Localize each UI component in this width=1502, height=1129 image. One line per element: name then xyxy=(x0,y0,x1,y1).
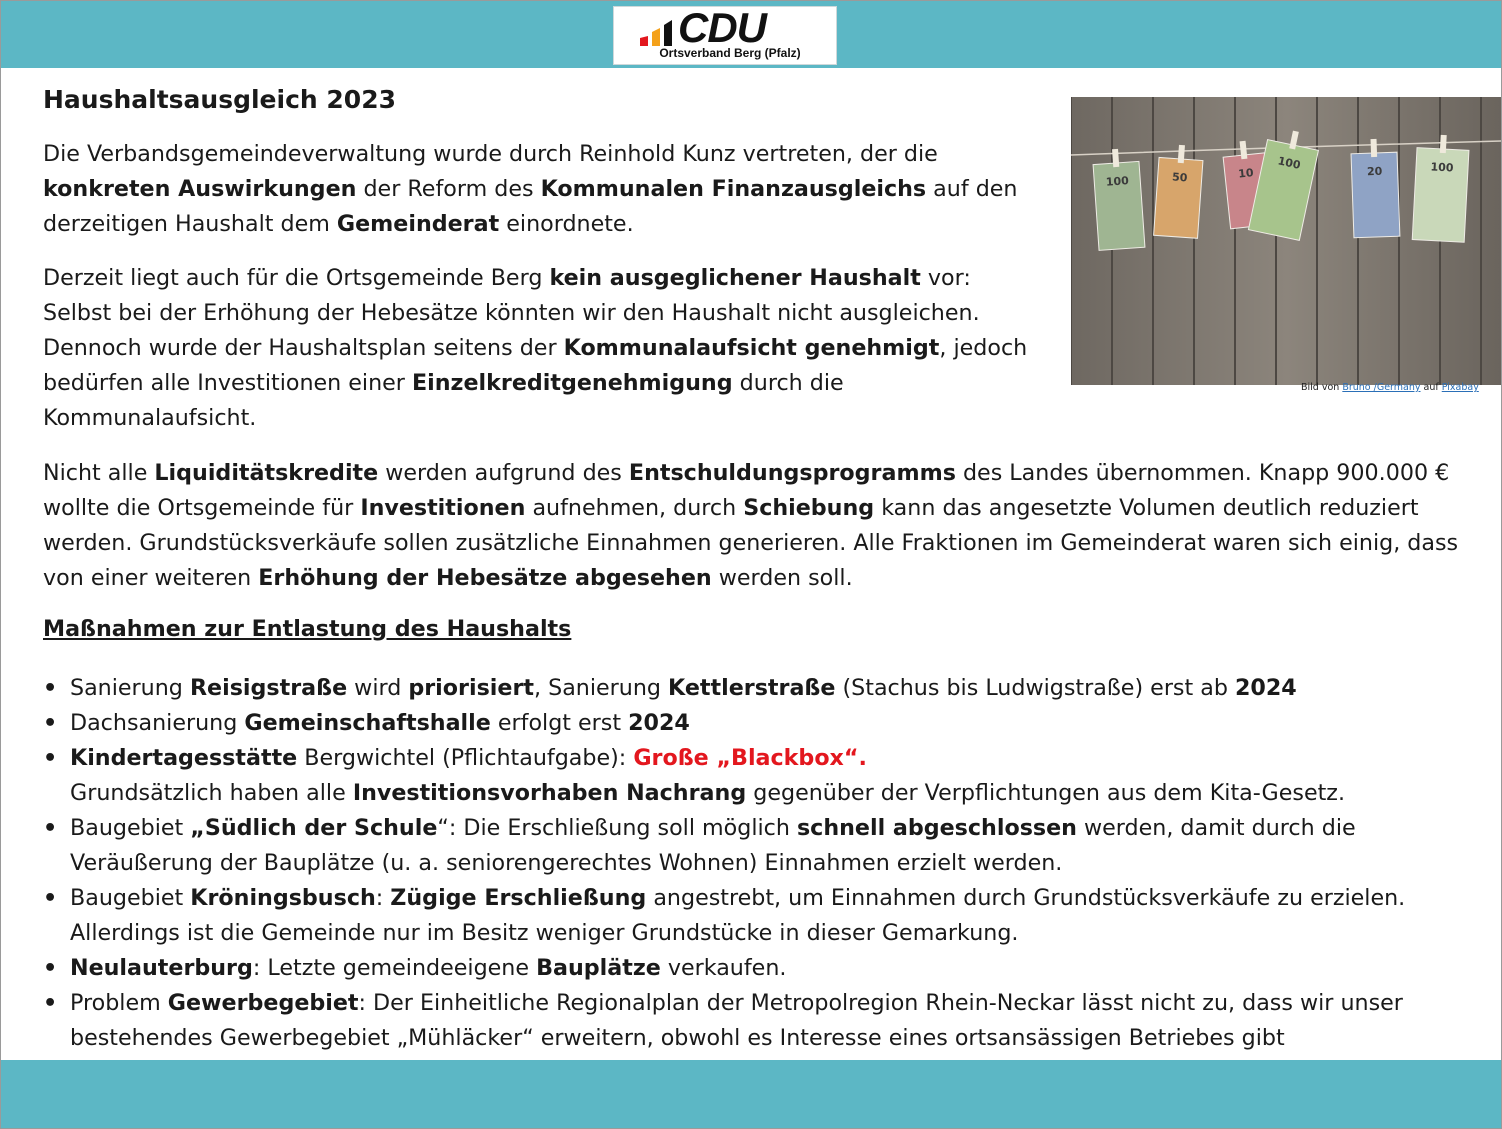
measure-item-5-run: Zügige Erschließung xyxy=(390,885,647,911)
banknote-icon xyxy=(1351,138,1400,238)
measure-item-3-run: Grundsätzlich haben alle xyxy=(70,780,353,806)
measure-item-4-run: „Südlich der Schule xyxy=(190,815,438,841)
logo-subtitle: Ortsverband Berg (Pfalz) xyxy=(659,46,801,60)
measure-item-5-run: : xyxy=(375,885,391,911)
credit-author-link[interactable]: Bruno /Germany xyxy=(1342,382,1421,393)
measure-item-5-run: Kröningsbusch xyxy=(190,885,376,911)
paragraph-budget-status-run: Dennoch wurde der Haushaltsplan seitens der xyxy=(43,335,564,361)
measure-item-1-run: Sanierung xyxy=(70,675,190,701)
paragraph-budget-status-run: Selbst bei der Erhöhung der Hebesätze könnten wir den Haushalt nicht ausgleichen. xyxy=(43,300,980,326)
paragraph-credits-run: Liquiditätskredite xyxy=(154,460,379,486)
measure-item-2-run: erfolgt erst xyxy=(490,710,629,736)
measure-item xyxy=(43,811,1483,881)
banknote-value: 10 xyxy=(1237,166,1255,181)
euro-banknotes-photo xyxy=(1071,97,1502,385)
measure-item-3-run: Große „Blackbox“. xyxy=(633,745,867,771)
paragraph-intro xyxy=(43,137,1033,242)
paragraph-intro-run: konkreten Auswirkungen xyxy=(43,176,357,202)
credit-middle: auf xyxy=(1420,382,1442,393)
measure-item-7-run: Gewerbegebiet xyxy=(167,990,359,1016)
paragraph-budget-status-run: Kommunalaufsicht genehmigt xyxy=(563,335,940,361)
paragraph-intro-run: der Reform des xyxy=(356,176,541,202)
measure-item xyxy=(43,881,1483,951)
paragraph-credits-run: werden soll. xyxy=(711,565,853,591)
measure-item-5-run: Baugebiet xyxy=(70,885,191,911)
measure-item-3-run: gegenüber der Verpflichtungen aus dem Kita-Gesetz. xyxy=(746,780,1346,806)
bullet-icon: • xyxy=(43,955,58,981)
logo-wordmark: CDU xyxy=(678,4,766,51)
measure-item-7-run: : Der Einheitliche Regionalplan der Metropolregion Rhein-Neckar lässt nicht zu, dass wir unser bestehendes Gewerbegebiet „Mühläcker“ erweitern, obwohl es Interesse eines ortsansässigen Betriebes gibt xyxy=(70,990,1403,1051)
measure-item-4-run: Baugebiet xyxy=(70,815,191,841)
measure-item-5-run: angestrebt, um Einnahmen durch Grundstücksverkäufe zu erzielen. Allerdings ist die Gemeinde nur im Besitz weniger Grundstücke in dieser Gemarkung. xyxy=(70,885,1406,946)
banknote-value: 50 xyxy=(1171,170,1188,185)
paragraph-intro-run: auf den derzeitigen Haushalt dem xyxy=(43,176,1018,237)
measures-heading: Maßnahmen zur Entlastung des Haushalts xyxy=(43,616,572,642)
bullet-icon: • xyxy=(43,745,58,771)
measure-item-6-run: Bauplätze xyxy=(536,955,661,981)
measure-item-4-run: schnell abgeschlossen xyxy=(796,815,1077,841)
bullet-icon: • xyxy=(43,710,58,736)
paragraph-budget-status-run: durch die Kommunalaufsicht. xyxy=(43,370,844,431)
measure-item-3-run: Kindertagesstätte xyxy=(70,745,298,771)
paragraph-budget-status xyxy=(43,261,1063,436)
measure-item-1-run: 2024 xyxy=(1234,675,1297,701)
cdu-logo xyxy=(613,6,837,65)
measure-item xyxy=(43,951,1483,986)
measure-item-3-run: Bergwichtel (Pflichtaufgabe): xyxy=(297,745,634,771)
measure-item-1-run: wird xyxy=(347,675,409,701)
measure-item-1-run: (Stachus bis Ludwigstraße) erst ab xyxy=(835,675,1235,701)
banknote-value: 20 xyxy=(1366,164,1383,179)
measure-item-4-run: “: Die Erschließung soll möglich xyxy=(437,815,797,841)
measure-item-7-run: Problem xyxy=(70,990,168,1016)
paragraph-intro-run: Kommunalen Finanzausgleichs xyxy=(540,176,927,202)
paragraph-budget-status-run: , jedoch bedürfen alle Investitionen einer xyxy=(43,335,1028,396)
measure-item-2-run: Gemeinschaftshalle xyxy=(244,710,491,736)
credit-prefix: Bild von xyxy=(1301,382,1343,393)
paragraph-credits-run: kann das angesetzte Volumen deutlich reduziert werden. Grundstücksverkäufe sollen zusätzliche Einnahmen generieren. Alle Fraktionen im Gemeinderat waren sich einig, dass von einer weiteren xyxy=(43,495,1459,591)
banknote-value: 100 xyxy=(1105,174,1130,189)
bullet-icon: • xyxy=(43,885,58,911)
measures-list xyxy=(43,671,1483,1056)
measure-item-1-run: priorisiert xyxy=(408,675,534,701)
measure-item-6-run: : Letzte gemeindeeigene xyxy=(252,955,537,981)
paragraph-credits-run: des Landes übernommen. Knapp 900.000 € wollte die Ortsgemeinde für xyxy=(43,460,1450,521)
paragraph-budget-status-run: Einzelkreditgenehmigung xyxy=(412,370,733,396)
measure-item xyxy=(43,741,1483,811)
paragraph-credits-run: aufnehmen, durch xyxy=(525,495,744,521)
paragraph-intro-run: einordnete. xyxy=(499,211,634,237)
paragraph-credits-run: Erhöhung der Hebesätze abgesehen xyxy=(258,565,712,591)
paragraph-credits-run: Schiebung xyxy=(743,495,875,521)
measure-item-6-run: verkaufen. xyxy=(660,955,787,981)
measure-item-2-run: Dachsanierung xyxy=(70,710,245,736)
paragraph-credits-run: Entschuldungsprogramms xyxy=(628,460,956,486)
measure-item-2-run: 2024 xyxy=(628,710,690,736)
banknote-value: 100 xyxy=(1276,154,1302,172)
bullet-icon: • xyxy=(43,990,58,1016)
measure-item-1-run: Reisigstraße xyxy=(189,675,348,701)
paragraph-intro-run: Gemeinderat xyxy=(336,211,500,237)
paragraph-credits-run: werden aufgrund des xyxy=(378,460,629,486)
bullet-icon: • xyxy=(43,675,58,701)
logo-bars-icon xyxy=(640,14,676,46)
paragraph-credits-run: Investitionen xyxy=(360,495,526,521)
measure-item xyxy=(43,986,1483,1056)
page-title: Haushaltsausgleich 2023 xyxy=(43,85,396,114)
measure-item-3-run: Investitionsvorhaben Nachrang xyxy=(352,780,747,806)
measure-item-4-run: werden, damit durch die Veräußerung der Bauplätze (u. a. seniorengerechtes Wohnen) Einnahmen erzielt werden. xyxy=(70,815,1356,876)
measure-item-1-run: Kettlerstraße xyxy=(668,675,836,701)
footer-band xyxy=(1,1060,1501,1128)
paragraph-credits-run: Nicht alle xyxy=(43,460,155,486)
bullet-icon: • xyxy=(43,815,58,841)
paragraph-budget-status-run: vor: xyxy=(920,265,971,291)
paragraph-intro-run: Die Verbandsgemeindeverwaltung wurde durch Reinhold Kunz vertreten, der die xyxy=(43,141,938,167)
paragraph-budget-status-run: Derzeit liegt auch für die Ortsgemeinde Berg xyxy=(43,265,550,291)
paragraph-credits xyxy=(43,456,1483,596)
banknote-icon xyxy=(1412,134,1469,243)
measure-item xyxy=(43,671,1483,706)
measure-item xyxy=(43,706,1483,741)
paragraph-budget-status-run: kein ausgeglichener Haushalt xyxy=(549,265,921,291)
measure-item-6-run: Neulauterburg xyxy=(70,955,253,981)
measure-item-1-run: , Sanierung xyxy=(534,675,669,701)
credit-source-link[interactable]: Pixabay xyxy=(1441,382,1479,393)
banknote-value: 100 xyxy=(1430,160,1454,175)
image-credit xyxy=(1301,382,1479,393)
